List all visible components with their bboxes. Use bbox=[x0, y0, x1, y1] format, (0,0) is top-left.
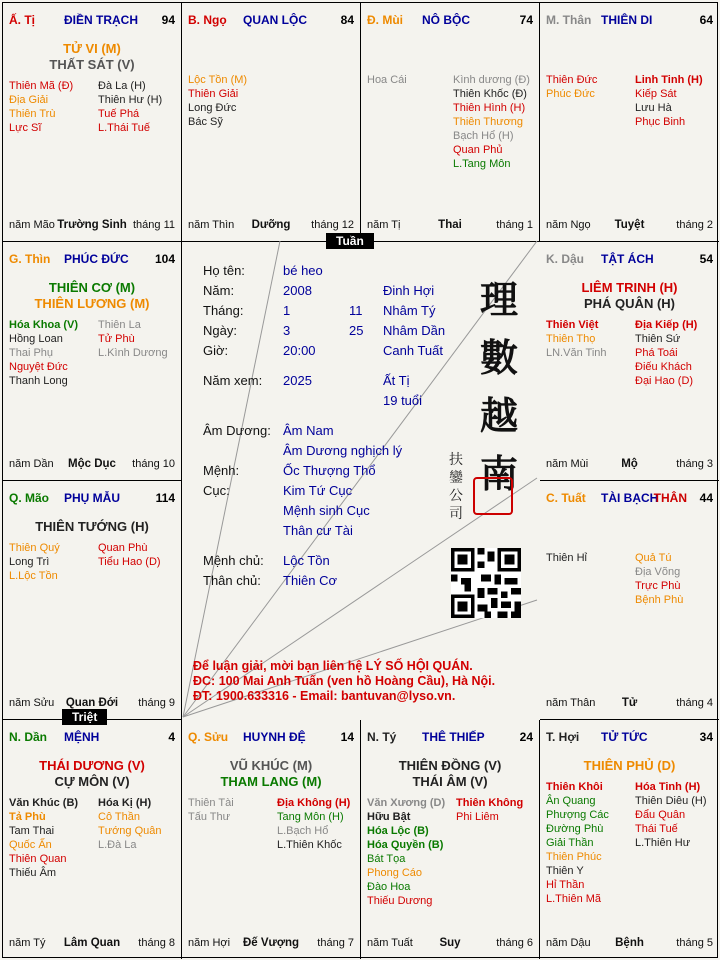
contact-line: Để luận giải, mời bạn liên hệ LÝ SỐ HỘI QUÁN. bbox=[193, 659, 473, 673]
branch-label: Đ. Mùi bbox=[367, 13, 403, 27]
minor-star: Lực Sĩ bbox=[9, 122, 42, 134]
minor-star: Thiên Diêu (H) bbox=[635, 795, 707, 807]
branch-label: B. Ngọ bbox=[188, 13, 227, 27]
age-value: 19 tuổi bbox=[383, 393, 423, 408]
palace-name: TÀI BẠCH bbox=[601, 491, 659, 505]
minor-star: Giải Thần bbox=[546, 837, 594, 849]
day-label: Ngày: bbox=[203, 323, 237, 338]
palace-number: 84 bbox=[340, 13, 354, 27]
main-star: VŨ KHÚC (M) bbox=[229, 758, 313, 773]
footer-month: tháng 10 bbox=[132, 458, 175, 470]
palace-number: 64 bbox=[699, 13, 713, 27]
minor-star: Tướng Quân bbox=[98, 825, 162, 837]
minor-star: Thiên Hư (H) bbox=[98, 94, 163, 106]
name-value: bé heo bbox=[283, 263, 323, 278]
minor-star: Thanh Long bbox=[9, 375, 68, 387]
footer-stage: Quan Đới bbox=[65, 697, 119, 709]
minor-star: Địa Không (H) bbox=[277, 797, 351, 809]
month-label: Tháng: bbox=[203, 303, 244, 318]
brand-char: 理 bbox=[479, 277, 518, 322]
main-star: PHÁ QUÂN (H) bbox=[584, 296, 675, 311]
palace-number: 34 bbox=[699, 730, 713, 744]
qr-code bbox=[451, 548, 521, 618]
footer-year: năm Tị bbox=[367, 219, 401, 231]
footer-month: tháng 1 bbox=[496, 219, 533, 231]
view-year-label: Năm xem: bbox=[203, 373, 263, 388]
footer-year: năm Hợi bbox=[188, 937, 231, 949]
palace-number: 24 bbox=[519, 730, 533, 744]
footer-year: năm Dậu bbox=[546, 937, 591, 949]
minor-star: Quan Phù bbox=[98, 542, 148, 554]
than-chu-label: Thân chủ: bbox=[203, 573, 261, 588]
hour-can: Canh Tuất bbox=[383, 343, 443, 358]
minor-star: Điếu Khách bbox=[635, 361, 692, 373]
minor-star: Thiên Việt bbox=[546, 319, 599, 331]
brand-char: 數 bbox=[479, 335, 518, 380]
footer-month: tháng 4 bbox=[676, 697, 713, 709]
palace-name: ĐIỀN TRẠCH bbox=[64, 13, 138, 27]
minor-star: Thiên Hình (H) bbox=[453, 102, 526, 114]
minor-star: Tấu Thư bbox=[188, 811, 231, 823]
minor-star: Cô Thần bbox=[98, 811, 140, 823]
minor-star: Tuế Phá bbox=[98, 108, 140, 120]
cuc-label: Cục: bbox=[203, 483, 230, 498]
footer-year: năm Dần bbox=[9, 458, 54, 470]
minor-star: Bát Tọa bbox=[367, 853, 406, 865]
branch-label: G. Thìn bbox=[9, 252, 51, 266]
main-star: THIÊN CƠ (M) bbox=[48, 280, 136, 295]
footer-stage: Mộ bbox=[621, 458, 638, 470]
footer-stage: Bệnh bbox=[615, 937, 644, 949]
minor-star: Thiên Quý bbox=[9, 542, 60, 554]
day-lunar: 25 bbox=[349, 323, 364, 338]
minor-star: Long Trì bbox=[9, 556, 50, 568]
contact-address: ĐC: 100 Mai Anh Tuấn (ven hồ Hoàng Cầu), Hà Nội. bbox=[193, 674, 496, 688]
minor-star: Đại Hao (D) bbox=[635, 375, 694, 387]
tuan-marker: Tuần bbox=[326, 233, 374, 249]
footer-stage: Tuyệt bbox=[614, 219, 645, 231]
minor-star: L.Tang Môn bbox=[453, 158, 511, 170]
minor-star: Thiên Quan bbox=[9, 853, 67, 865]
minor-star: Hóa Kị (H) bbox=[98, 797, 152, 809]
minor-star: Tang Môn (H) bbox=[277, 811, 344, 823]
minor-star: Nguyệt Đức bbox=[9, 361, 68, 373]
palace-number: 4 bbox=[168, 730, 175, 744]
red-seal-stamp bbox=[473, 477, 513, 515]
palace-name: TẬT ÁCH bbox=[601, 252, 654, 266]
minor-star: Lưu Hà bbox=[635, 102, 672, 114]
minor-star: Hóa Quyền (B) bbox=[367, 839, 444, 851]
than-marker: THÂN bbox=[653, 491, 687, 505]
year-can: Đinh Hợi bbox=[383, 283, 435, 298]
minor-star: Phi Liêm bbox=[456, 811, 499, 823]
minor-star: Phượng Các bbox=[546, 809, 609, 821]
footer-month: tháng 9 bbox=[138, 697, 175, 709]
minor-star: Địa Giải bbox=[9, 94, 49, 106]
footer-stage: Lâm Quan bbox=[63, 937, 121, 949]
palace-number: 114 bbox=[155, 491, 175, 505]
palace-number: 74 bbox=[519, 13, 533, 27]
triet-marker: Triệt bbox=[62, 709, 107, 725]
minor-star: Trực Phù bbox=[635, 580, 681, 592]
name-label: Họ tên: bbox=[203, 263, 245, 278]
footer-year: năm Ngọ bbox=[546, 219, 591, 231]
minor-star: Thiếu Dương bbox=[367, 895, 433, 907]
minor-star: Thiên Thương bbox=[453, 116, 524, 128]
minor-star: Kình dương (Đ) bbox=[453, 74, 530, 86]
footer-month: tháng 5 bbox=[676, 937, 713, 949]
palace-number: 44 bbox=[699, 491, 713, 505]
minor-star: Thiên La bbox=[98, 319, 141, 331]
footer-month: tháng 7 bbox=[317, 937, 354, 949]
minor-star: Đẩu Quân bbox=[635, 809, 686, 821]
contact-info bbox=[193, 659, 495, 704]
footer-year: năm Mùi bbox=[546, 458, 589, 470]
palace-name: THIÊN DI bbox=[601, 13, 653, 27]
minor-star: Thiên Mã (Đ) bbox=[9, 80, 74, 92]
minor-star: L.Thiên Khốc bbox=[277, 839, 342, 851]
palace-name: HUYNH ĐỆ bbox=[243, 730, 306, 744]
minor-star: Hóa Tinh (H) bbox=[635, 781, 701, 793]
branch-label: K. Dậu bbox=[546, 252, 585, 266]
year-label: Năm: bbox=[203, 283, 235, 298]
branch-label: M. Thân bbox=[546, 13, 592, 27]
view-year-can: Ất Tị bbox=[383, 373, 410, 388]
palace-name: PHÚC ĐỨC bbox=[64, 252, 129, 266]
palace-number: 94 bbox=[161, 13, 175, 27]
footer-month: tháng 2 bbox=[676, 219, 713, 231]
minor-star: Lộc Tồn (M) bbox=[188, 74, 248, 86]
menh-chu-label: Mệnh chủ: bbox=[203, 553, 264, 568]
branch-label: Q. Mão bbox=[9, 491, 50, 505]
branch-label: N. Dần bbox=[9, 730, 48, 744]
month-value: 1 bbox=[283, 303, 291, 318]
minor-star: Phục Binh bbox=[635, 116, 686, 128]
hour-value: 20:00 bbox=[283, 343, 316, 358]
minor-star: Thái Tuế bbox=[635, 823, 678, 835]
palace-name: NÔ BỘC bbox=[422, 13, 470, 27]
minor-star: Thiên Tài bbox=[188, 797, 234, 809]
than-cu-note: Thân cư Tài bbox=[283, 523, 353, 538]
main-star: LIÊM TRINH (H) bbox=[581, 280, 678, 295]
main-star: THIÊN TƯỚNG (H) bbox=[35, 519, 149, 534]
minor-star: Tả Phù bbox=[9, 811, 46, 823]
footer-month: tháng 12 bbox=[311, 219, 354, 231]
palace-number: 54 bbox=[699, 252, 713, 266]
minor-star: Quan Phủ bbox=[453, 144, 503, 156]
palace-name: MỆNH bbox=[64, 730, 100, 744]
minor-star: Hoa Cái bbox=[367, 74, 407, 86]
minor-star: Thiếu Âm bbox=[9, 867, 57, 879]
minor-star: Thiên Đức bbox=[546, 74, 598, 86]
minor-star: L.Thiên Mã bbox=[546, 893, 602, 905]
minor-star: L.Bạch Hổ bbox=[277, 825, 329, 837]
minor-star: Thiên Y bbox=[546, 865, 584, 877]
palace-number: 14 bbox=[340, 730, 354, 744]
minor-star: L.Lộc Tồn bbox=[9, 570, 58, 582]
palace-number: 104 bbox=[154, 252, 175, 266]
palace-name: THÊ THIẾP bbox=[422, 730, 485, 744]
minor-star: Bạch Hổ (H) bbox=[453, 130, 514, 142]
cuc-value: Kim Tứ Cục bbox=[283, 483, 353, 498]
brand-calligraphy bbox=[469, 271, 529, 503]
footer-month: tháng 3 bbox=[676, 458, 713, 470]
main-star: THÁI DƯƠNG (V) bbox=[39, 758, 145, 773]
palace-name: TỬ TỨC bbox=[601, 730, 648, 744]
minor-star: Thiên Không bbox=[456, 797, 524, 809]
minor-star: Đào Hoa bbox=[367, 881, 411, 893]
minor-star: Tiểu Hao (D) bbox=[98, 556, 161, 568]
main-star: THIÊN PHỦ (D) bbox=[583, 758, 676, 773]
year-value: 2008 bbox=[283, 283, 312, 298]
menh-label: Mệnh: bbox=[203, 463, 240, 478]
footer-year: năm Thân bbox=[546, 697, 596, 709]
minor-star: Phong Cáo bbox=[367, 867, 423, 879]
minor-star: Ân Quang bbox=[546, 795, 596, 807]
minor-star: Thai Phụ bbox=[9, 347, 54, 359]
minor-star: Hồng Loan bbox=[9, 333, 63, 345]
branch-label: C. Tuất bbox=[546, 491, 586, 505]
minor-star: L.Thiên Hư bbox=[635, 837, 691, 849]
amduong-label: Âm Dương: bbox=[203, 423, 271, 438]
main-star: THÁI ÂM (V) bbox=[412, 774, 488, 789]
minor-star: Tử Phù bbox=[98, 333, 135, 345]
brand-char: 南 bbox=[479, 451, 518, 496]
minor-star: L.Đà La bbox=[98, 839, 137, 851]
amduong-note: Âm Dương nghịch lý bbox=[283, 443, 403, 458]
minor-star: Long Đức bbox=[188, 102, 237, 114]
main-star: TỬ VI (M) bbox=[63, 41, 121, 56]
footer-stage: Đế Vượng bbox=[242, 937, 300, 949]
minor-star: Đường Phù bbox=[546, 823, 604, 835]
minor-star: Hữu Bật bbox=[367, 811, 411, 823]
minor-star: Tam Thai bbox=[9, 825, 55, 837]
minor-star: Thiên Hỉ bbox=[546, 552, 587, 564]
footer-month: tháng 8 bbox=[138, 937, 175, 949]
menh-chu-value: Lộc Tồn bbox=[283, 553, 330, 568]
minor-star: Địa Võng bbox=[635, 566, 681, 578]
hour-label: Giờ: bbox=[203, 343, 229, 358]
minor-star: Bác Sỹ bbox=[188, 116, 223, 128]
minor-star: Thiên Giải bbox=[188, 88, 239, 100]
amduong-value: Âm Nam bbox=[283, 423, 334, 438]
footer-year: năm Tý bbox=[9, 937, 46, 949]
view-year-value: 2025 bbox=[283, 373, 312, 388]
brand-char: 越 bbox=[479, 393, 518, 438]
footer-stage: Mộc Dục bbox=[68, 458, 116, 470]
month-lunar: 11 bbox=[349, 303, 363, 318]
footer-stage: Dưỡng bbox=[251, 219, 291, 231]
main-star: THẤT SÁT (V) bbox=[49, 57, 135, 72]
minor-star: Thiên Khốc (Đ) bbox=[453, 88, 527, 100]
center-panel bbox=[181, 241, 537, 717]
main-star: CỰ MÔN (V) bbox=[54, 774, 130, 789]
cuc-note: Mệnh sinh Cục bbox=[283, 503, 370, 518]
palace-name: PHỤ MẪU bbox=[64, 491, 120, 505]
minor-star: Thiên Sứ bbox=[635, 333, 681, 345]
minor-star: Hóa Lộc (B) bbox=[367, 825, 429, 837]
minor-star: LN.Văn Tinh bbox=[546, 347, 607, 359]
branch-label: Ấ. Tị bbox=[9, 13, 35, 27]
minor-star: Thiên Phúc bbox=[546, 851, 602, 863]
footer-stage: Tử bbox=[621, 697, 638, 709]
footer-year: năm Mão bbox=[9, 219, 55, 231]
minor-star: Thiên Trù bbox=[9, 108, 56, 120]
brand-seal-text: 扶鑾公司 bbox=[449, 452, 463, 522]
palace-name: QUAN LỘC bbox=[243, 13, 307, 27]
minor-star: Đà La (H) bbox=[98, 80, 146, 92]
branch-label: Q. Sửu bbox=[188, 730, 229, 744]
minor-star: Văn Khúc (B) bbox=[9, 797, 79, 809]
minor-star: Kiếp Sát bbox=[635, 88, 677, 100]
minor-star: Văn Xương (D) bbox=[367, 797, 446, 809]
minor-star: Linh Tinh (H) bbox=[635, 74, 703, 86]
minor-star: Thiên Khôi bbox=[546, 781, 603, 793]
footer-stage: Trường Sinh bbox=[57, 219, 127, 231]
day-can: Nhâm Dần bbox=[383, 323, 446, 338]
main-star: THAM LANG (M) bbox=[220, 774, 322, 789]
minor-star: Bệnh Phù bbox=[635, 594, 684, 606]
minor-star: Quả Tú bbox=[635, 552, 672, 564]
minor-star: Hóa Khoa (V) bbox=[9, 319, 79, 331]
footer-stage: Thai bbox=[438, 219, 462, 231]
day-value: 3 bbox=[283, 323, 291, 338]
minor-star: L.Kình Dương bbox=[98, 347, 168, 359]
main-star: THIÊN LƯƠNG (M) bbox=[34, 296, 150, 311]
minor-star: Phúc Đức bbox=[546, 88, 595, 100]
minor-star: L.Thái Tuế bbox=[98, 122, 150, 134]
footer-month: tháng 11 bbox=[132, 219, 175, 231]
minor-star: Quốc Ấn bbox=[9, 839, 52, 851]
footer-stage: Suy bbox=[439, 937, 461, 949]
branch-label: N. Tý bbox=[367, 730, 397, 744]
than-chu-value: Thiên Cơ bbox=[283, 573, 338, 588]
footer-year: năm Sửu bbox=[9, 697, 55, 709]
minor-star: Hỉ Thần bbox=[546, 879, 585, 891]
minor-star: Thiên Thọ bbox=[546, 333, 596, 345]
footer-year: năm Thìn bbox=[188, 219, 235, 231]
contact-phone-email: ĐT: 1900.633316 - Email: bantuvan@lyso.vn. bbox=[193, 689, 456, 703]
minor-star: Địa Kiếp (H) bbox=[635, 319, 698, 331]
branch-label: T. Hợi bbox=[546, 730, 580, 744]
minor-star: Phá Toái bbox=[635, 347, 678, 359]
month-can: Nhâm Tý bbox=[383, 303, 436, 318]
menh-value: Ốc Thượng Thổ bbox=[283, 463, 376, 478]
main-star: THIÊN ĐỒNG (V) bbox=[398, 758, 502, 773]
footer-month: tháng 6 bbox=[496, 937, 533, 949]
footer-year: năm Tuất bbox=[367, 937, 413, 949]
